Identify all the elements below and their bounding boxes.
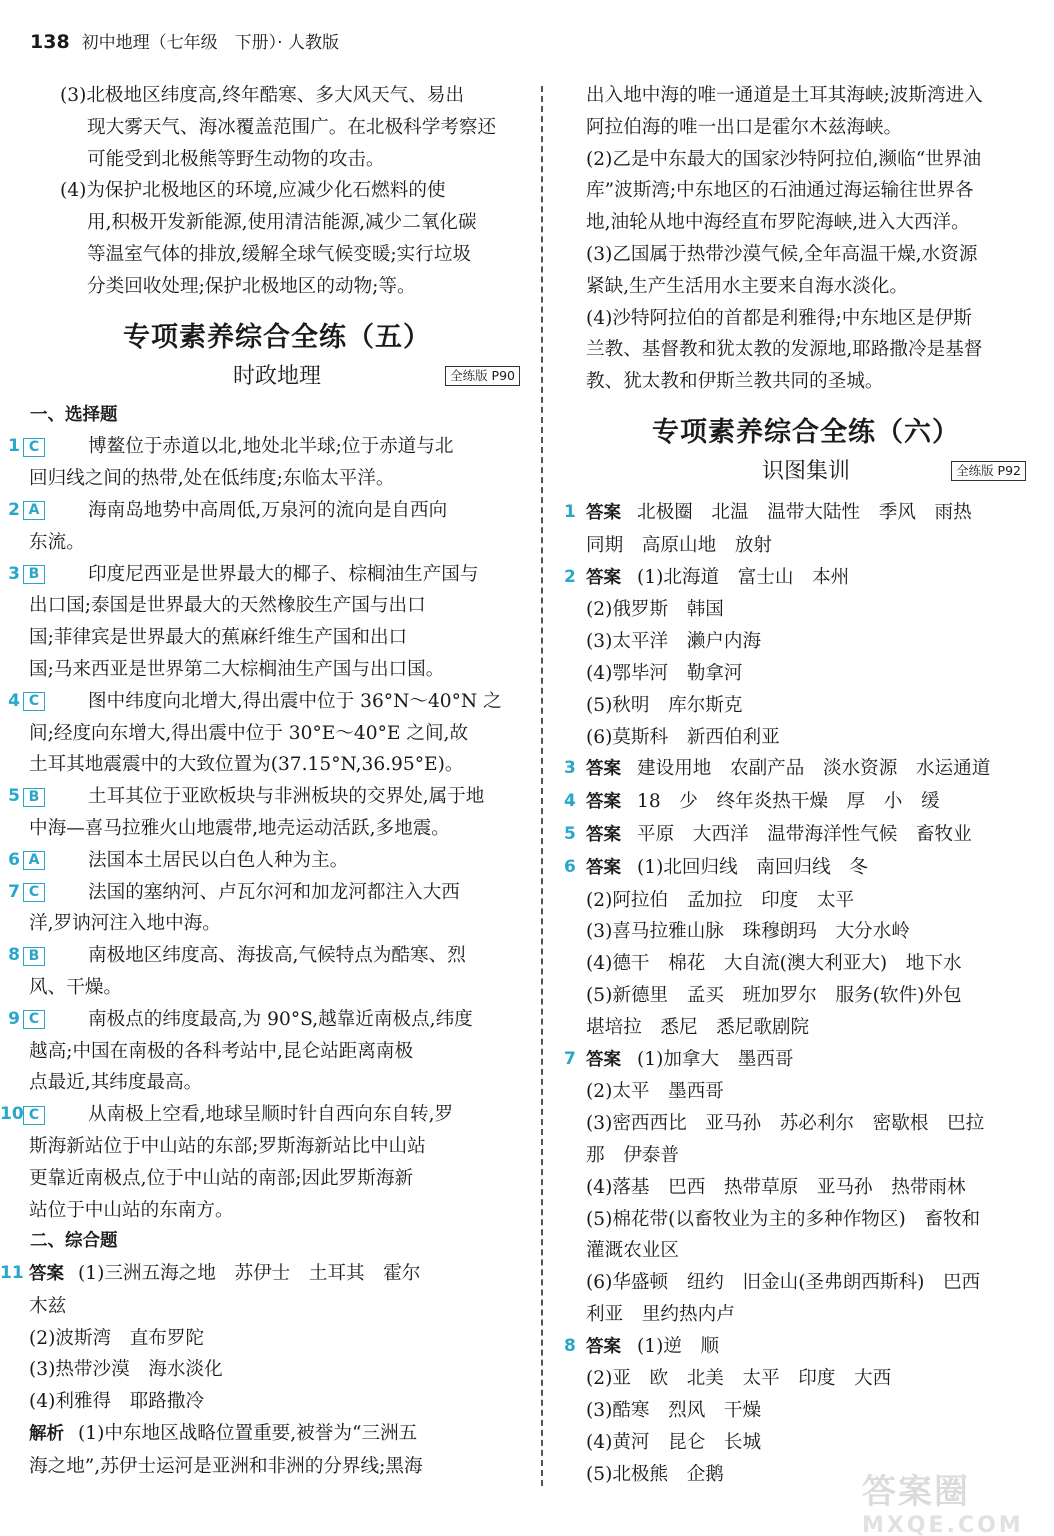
text-line: 用,积极开发新能源,使用清洁能源,减少二氧化碳 — [87, 212, 477, 234]
text-line: 回归线之间的热带,处在低纬度;东临太平洋。 — [29, 468, 395, 490]
subtitle: 时政地理 — [232, 363, 321, 389]
answer-text: (1)北海道 富士山 本州 — [637, 566, 850, 588]
answer-item — [566, 1044, 1026, 1331]
text-line: 灌溉农业区 — [586, 1240, 679, 1262]
choice-item — [8, 845, 524, 877]
question-number: 11 — [0, 1263, 24, 1284]
text-line: (5)棉花带(以畜牧业为主的多种作物区) 畜牧和 — [586, 1208, 981, 1230]
answer-choice-box: C — [23, 1010, 45, 1029]
choice-head — [0, 495, 45, 527]
text-line: 木兹 — [29, 1295, 67, 1317]
text-line: 中海—喜马拉雅火山地震带,地壳运动活跃,多地震。 — [29, 817, 450, 839]
watermark-bottom: MXQE.COM — [862, 1513, 1024, 1536]
answer-choice-box: B — [23, 947, 45, 966]
page-number: 138 — [30, 31, 70, 53]
answer-text: (1)逆 顺 — [637, 1335, 720, 1357]
answer-choice-box: A — [23, 851, 45, 870]
text-line: (1)中东地区战略位置重要,被誉为“三洲五 — [78, 1423, 418, 1445]
part-heading: 二、综合题 — [30, 1231, 118, 1252]
question-11 — [0, 1258, 524, 1483]
text-line: 阿拉伯海的唯一出口是霍尔木兹海峡。 — [586, 116, 903, 138]
text-line: 那 伊泰普 — [586, 1144, 679, 1166]
question-number: 8 — [8, 945, 20, 966]
text-line: (3)太平洋 濑户内海 — [586, 631, 762, 653]
answer-text: 平原 大西洋 温带海洋性气候 畜牧业 — [637, 823, 972, 845]
answer-text: (1)北回归线 南回归线 冬 — [637, 856, 868, 878]
text-line — [8, 686, 524, 718]
answer-label: 答案 — [586, 502, 621, 523]
question-number: 1 — [8, 436, 20, 457]
choice-head — [0, 1099, 45, 1131]
text-line: 可能受到北极熊等野生动物的攻击。 — [87, 148, 385, 170]
answer-label: 答案 — [586, 1336, 621, 1357]
text-line — [564, 497, 1026, 530]
text-line: (3)酷寒 烈风 干燥 — [586, 1400, 762, 1422]
text-line: 土耳其地震震中的大致位置为(37.15°N,36.95°E)。 — [29, 754, 464, 776]
text-line: 国;菲律宾是世界最大的蕉麻纤维生产国和出口 — [29, 627, 408, 649]
question-number: 7 — [8, 881, 20, 902]
answer-choice-box: C — [23, 883, 45, 902]
answer-text: 北极圈 北温 温带大陆性 季风 雨热 — [637, 501, 972, 523]
answer-item — [566, 562, 1026, 754]
choice-head — [0, 845, 45, 877]
text-line: 利亚 里约热内卢 — [586, 1303, 735, 1325]
right-continued — [566, 80, 1026, 398]
text-line: (4)鄂毕河 勒拿河 — [586, 662, 743, 684]
question-number: 7 — [564, 1048, 576, 1069]
question-number: 4 — [564, 791, 576, 812]
choice-head — [0, 940, 45, 972]
explanation-text: 博鳌位于赤道以北,地处北半球;位于赤道与北 — [88, 436, 454, 458]
answer-label: 答案 — [586, 792, 621, 813]
question-number: 5 — [564, 823, 576, 844]
question-number: 5 — [8, 786, 20, 807]
text-line: 兰教、基督教和犹太教的发源地,耶路撒冷是基督 — [586, 339, 983, 361]
text-line — [8, 1004, 524, 1036]
section-title-5: 专项素养综合全练（五） — [123, 321, 431, 353]
answer-label: 答案 — [586, 567, 621, 588]
watermark-logo — [862, 1464, 1042, 1536]
choice-head — [0, 1004, 45, 1036]
text-line — [564, 786, 1026, 819]
analysis-label: 解析 — [29, 1424, 64, 1445]
subtitle: 识图集训 — [761, 458, 850, 484]
text-line: (1)三洲五海之地 苏伊士 土耳其 霍尔 — [78, 1263, 421, 1285]
question-number: 6 — [8, 849, 20, 870]
answer-choice-box: C — [23, 1106, 45, 1125]
text-line — [564, 852, 1026, 885]
answer-item — [566, 497, 1026, 562]
text-line: (5)新德里 孟买 班加罗尔 服务(软件)外包 — [586, 984, 962, 1006]
choice-head — [0, 877, 45, 909]
explanation-text: 南极地区纬度高、海拔高,气候特点为酷寒、烈 — [88, 945, 466, 967]
section-title-6: 专项素养综合全练（六） — [652, 416, 960, 448]
answer-choice-box: C — [23, 438, 45, 457]
text-line: (3)热带沙漠 海水淡化 — [29, 1359, 223, 1381]
question-number: 3 — [8, 563, 20, 584]
text-line — [8, 495, 524, 527]
answer-item — [566, 786, 1026, 819]
explanation-text: 海南岛地势中高周低,万泉河的流向是自西向 — [88, 499, 448, 521]
figure-answers — [566, 497, 1026, 1491]
subtitle-row — [30, 358, 524, 396]
text-line: (2)亚 欧 北美 太平 印度 大西 — [586, 1368, 892, 1390]
text-line: 地,油轮从地中海经直布罗陀海峡,进入大西洋。 — [586, 212, 970, 234]
text-line: (5)北极熊 企鹅 — [586, 1463, 724, 1485]
text-line: (4)黄河 昆仑 长城 — [586, 1432, 762, 1454]
choice-item — [8, 686, 524, 781]
answer-label: 答案 — [586, 857, 621, 878]
question-number: 3 — [564, 758, 576, 779]
choice-item — [8, 781, 524, 845]
subtitle-row — [586, 453, 1026, 491]
text-line: (4)落基 巴西 热带草原 亚马孙 热带雨林 — [586, 1176, 966, 1198]
text-line: 风、干燥。 — [29, 976, 122, 998]
text-line: 堪培拉 悉尼 悉尼歌剧院 — [586, 1016, 810, 1038]
question-number: 2 — [564, 566, 576, 587]
text-line: 间;经度向东增大,得出震中位于 30°E～40°E 之间,故 — [29, 722, 469, 744]
text-line: (2)阿拉伯 孟加拉 印度 太平 — [586, 889, 855, 911]
text-line: 紧缺,生产生活用水主要来自海水淡化。 — [586, 275, 909, 297]
column-divider — [541, 86, 543, 1486]
text-line: 国;马来西亚是世界第二大棕榈油生产国与出口国。 — [29, 658, 445, 680]
page-header — [30, 28, 339, 62]
answer-label: 答案 — [586, 759, 621, 780]
text-line: 等温室气体的排放,缓解全球气候变暖;实行垃圾 — [87, 243, 472, 265]
explanation-text: 从南极上空看,地球呈顺时针自西向东自转,罗 — [88, 1104, 454, 1126]
text-line: 现大雾天气、海冰覆盖范围广。在北极科学考察还 — [87, 116, 497, 138]
choice-head — [0, 431, 45, 463]
text-line: (4)利雅得 耶路撒冷 — [29, 1391, 205, 1413]
text-line: (5)秋明 库尔斯克 — [586, 694, 743, 716]
text-line — [8, 559, 524, 591]
text-line: (6)莫斯科 新西伯利亚 — [586, 726, 780, 748]
text-line: 越高;中国在南极的各科考站中,昆仑站距离南极 — [29, 1040, 414, 1062]
book-title: 初中地理（七年级 下册）· 人教版 — [81, 33, 339, 53]
explanation-text: 法国的塞纳河、卢瓦尔河和加龙河都注入大西 — [88, 881, 460, 903]
text-line — [564, 1044, 1026, 1077]
question-number: 1 — [564, 501, 576, 522]
answer-text: 18 少 终年炎热干燥 厚 小 缓 — [637, 791, 940, 813]
part-heading: 一、选择题 — [30, 404, 118, 425]
page-reference: 全练版 P90 — [445, 366, 520, 386]
question-number: 9 — [8, 1008, 20, 1029]
choice-item — [8, 559, 524, 686]
text-line: (4)沙特阿拉伯的首都是利雅得;中东地区是伊斯 — [586, 307, 972, 329]
text-line — [8, 940, 524, 972]
text-line — [8, 845, 524, 877]
text-line: (2)波斯湾 直布罗陀 — [29, 1327, 205, 1349]
answer-choice-box: B — [23, 788, 45, 807]
choice-item — [8, 940, 524, 1004]
text-line: 同期 高原山地 放射 — [586, 534, 772, 556]
text-line: (2)太平 墨西哥 — [586, 1081, 724, 1103]
page-reference: 全练版 P92 — [951, 461, 1026, 481]
choice-item — [8, 1004, 524, 1099]
watermark-top: 答案圈 — [862, 1472, 970, 1512]
explanation-text: 土耳其位于亚欧板块与非洲板块的交界处,属于地 — [88, 786, 485, 808]
explanation-text: 南极点的纬度最高,为 90°S,越靠近南极点,纬度 — [88, 1008, 473, 1030]
choice-item — [8, 495, 524, 559]
text-line — [8, 431, 524, 463]
question-number: 8 — [564, 1335, 576, 1356]
choice-item — [8, 431, 524, 495]
text-line: 东流。 — [29, 531, 85, 553]
answer-text: (1)加拿大 墨西哥 — [637, 1048, 794, 1070]
choice-head — [0, 686, 45, 718]
text-line: 出口国;泰国是世界最大的天然橡胶生产国与出口 — [29, 595, 426, 617]
text-line — [564, 819, 1026, 852]
text-line: 站位于中山站的东南方。 — [29, 1199, 234, 1221]
left-intro — [60, 80, 524, 303]
text-line: 库”波斯湾;中东地区的石油通过海运输往世界各 — [586, 180, 974, 202]
explanation-text: 法国本土居民以白色人种为主。 — [88, 849, 349, 871]
text-line — [564, 562, 1026, 595]
text-line — [8, 877, 524, 909]
answer-item — [566, 819, 1026, 852]
text-line: 教、犹太教和伊斯兰教共同的圣城。 — [586, 371, 884, 393]
text-line: 更靠近南极点,位于中山站的南部;因此罗斯海新 — [29, 1167, 414, 1189]
question-number: 10 — [0, 1104, 24, 1125]
choice-item — [0, 1099, 524, 1226]
text-line: (2)俄罗斯 韩国 — [586, 599, 724, 621]
text-line: 洋,罗讷河注入地中海。 — [29, 913, 221, 935]
text-line — [564, 1331, 1026, 1364]
text-line — [564, 753, 1026, 786]
answer-label: 答案 — [29, 1264, 64, 1285]
text-line: (3)喜马拉雅山脉 珠穆朗玛 大分水岭 — [586, 921, 910, 943]
answer-item — [566, 753, 1026, 786]
answer-label: 答案 — [586, 1049, 621, 1070]
answer-label: 答案 — [586, 824, 621, 845]
answer-choice-box: A — [23, 501, 45, 520]
answer-choice-box: B — [23, 565, 45, 584]
answer-choice-box: C — [23, 692, 45, 711]
explanation-text: 图中纬度向北增大,得出震中位于 36°N～40°N 之 — [88, 690, 502, 712]
answer-text: 建设用地 农副产品 淡水资源 水运通道 — [637, 758, 991, 780]
question-number: 4 — [8, 690, 20, 711]
question-number: 6 — [564, 856, 576, 877]
text-line: 斯海新站位于中山站的东部;罗斯海新站比中山站 — [29, 1135, 426, 1157]
text-line: 出入地中海的唯一通道是土耳其海峡;波斯湾进入 — [586, 85, 983, 106]
text-line: (4)德干 棉花 大自流(澳大利亚大) 地下水 — [586, 953, 962, 975]
explanation-text: 印度尼西亚是世界最大的椰子、棕榈油生产国与 — [88, 563, 479, 585]
text-line — [0, 1099, 524, 1131]
text-line: 点最近,其纬度最高。 — [29, 1072, 203, 1094]
choice-head — [0, 559, 45, 591]
left-column — [0, 80, 524, 1483]
text-line: 海之地”,苏伊士运河是亚洲和非洲的分界线;黑海 — [29, 1455, 423, 1477]
right-column — [566, 80, 1026, 1491]
text-line: (4)为保护北极地区的环境,应减少化石燃料的使 — [60, 180, 446, 202]
text-line: (3)北极地区纬度高,终年酷寒、多大风天气、易出 — [60, 85, 465, 106]
text-line: (2)乙是中东最大的国家沙特阿拉伯,濒临“世界油 — [586, 148, 982, 170]
question-number: 2 — [8, 499, 20, 520]
text-line: (3)乙国属于热带沙漠气候,全年高温干燥,水资源 — [586, 243, 978, 265]
choice-answers — [0, 431, 524, 1226]
choice-head — [0, 781, 45, 813]
text-line: (3)密西西比 亚马孙 苏必利尔 密歇根 巴拉 — [586, 1113, 985, 1135]
text-line: (6)华盛顿 纽约 旧金山(圣弗朗西斯科) 巴西 — [586, 1272, 981, 1294]
answer-item — [566, 852, 1026, 1044]
choice-item — [8, 877, 524, 941]
text-line — [8, 781, 524, 813]
text-line: 分类回收处理;保护北极地区的动物;等。 — [87, 275, 416, 297]
